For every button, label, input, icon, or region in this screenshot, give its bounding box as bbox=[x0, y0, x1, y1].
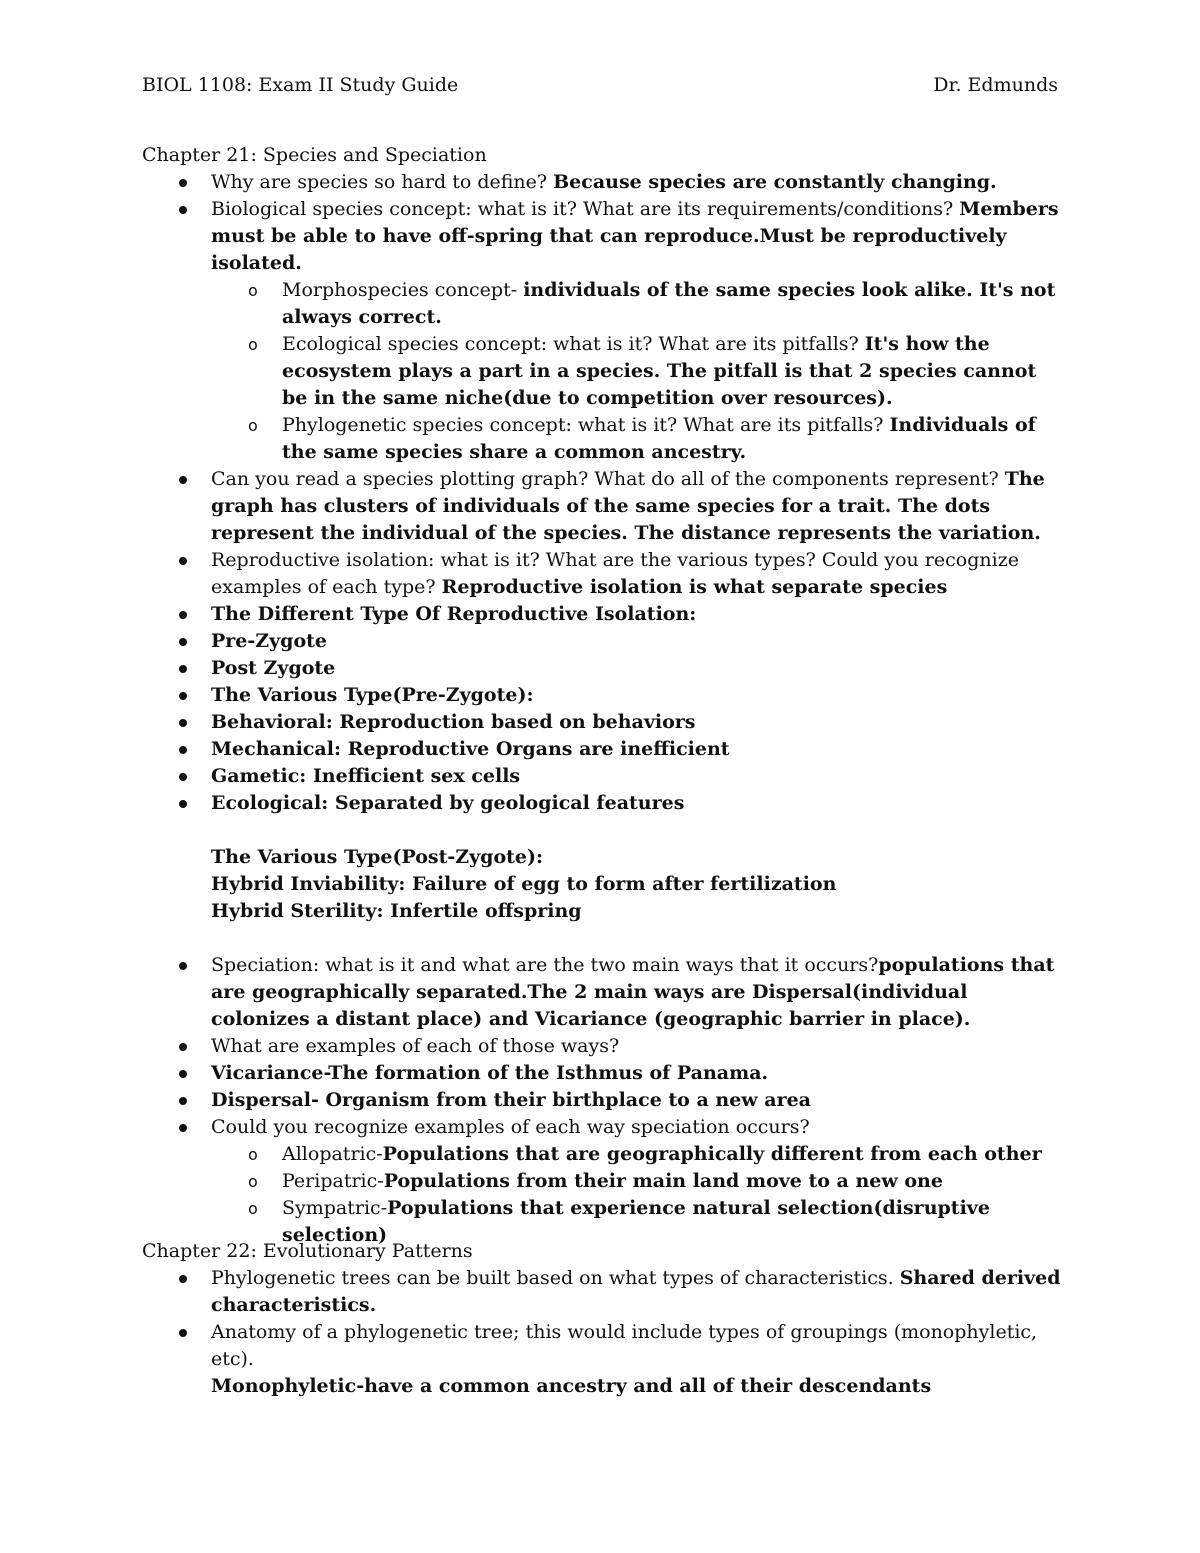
monophyletic-definition: Monophyletic-have a common ancestry and all of their descendants bbox=[211, 1375, 932, 1397]
list-item: Dispersal- Organism from their birthplace to a new area bbox=[142, 1087, 1062, 1114]
post-zygote-heading: The Various Type(Post-Zygote): bbox=[211, 846, 543, 868]
list-item: Biological species concept: what is it? What are its requirements/conditions? Members must be able to have off-spring that can reproduce.Must be reproductively isolated. o Morphospecies concept- individuals of the same species look alike. It's not always correct. o Ecological species concept: what is it? What are its pitfalls? It's how the ecosystem plays a part in a species. The pitfall is that 2 species cannot be in the same niche(due to competition over resources). o Phylogenetic species concept: what is it? What are its pitfalls? Individuals of the same species share a common ancestry. bbox=[142, 196, 1062, 466]
list-item: Behavioral: Reproduction based on behaviors bbox=[142, 709, 1062, 736]
list-item: Reproductive isolation: what is it? What are the various types? Could you recognize examples of each type? Reproductive isolation is what separate species bbox=[142, 547, 1062, 601]
chapter-22-list bbox=[142, 1265, 1062, 1373]
sub-list bbox=[211, 1141, 1062, 1249]
sub-list-item: o Sympatric-Populations that experience natural selection(disruptive selection) bbox=[211, 1195, 1062, 1249]
list-item: Mechanical: Reproductive Organs are inefficient bbox=[142, 736, 1062, 763]
list-item: Post Zygote bbox=[142, 655, 1062, 682]
list-item: Could you recognize examples of each way speciation occurs? o Allopatric-Populations that are geographically different from each other o Peripatric-Populations from their main land move to a new one o Sympatric-Populations that experience natural selection(disruptive selection) bbox=[142, 1114, 1062, 1249]
course-title: BIOL 1108: Exam II Study Guide bbox=[142, 74, 459, 96]
chapter-21-title: Chapter 21: Species and Speciation bbox=[142, 144, 487, 166]
list-item: Vicariance-The formation of the Isthmus of Panama. bbox=[142, 1060, 1062, 1087]
chapter-22-title: Chapter 22: Evolutionary Patterns bbox=[142, 1240, 473, 1262]
post-zygote-item: Hybrid Inviability: Failure of egg to form after fertilization bbox=[211, 873, 837, 895]
list-item: The Various Type(Pre-Zygote): bbox=[142, 682, 1062, 709]
list-item: Anatomy of a phylogenetic tree; this would include types of groupings (monophyletic, etc). bbox=[142, 1319, 1062, 1373]
instructor-name: Dr. Edmunds bbox=[933, 74, 1058, 96]
sub-list-item: o Allopatric-Populations that are geographically different from each other bbox=[211, 1141, 1062, 1168]
list-item: Ecological: Separated by geological features bbox=[142, 790, 1062, 817]
sub-list-item: o Morphospecies concept- individuals of the same species look alike. It's not always correct. bbox=[211, 277, 1062, 331]
list-item: The Different Type Of Reproductive Isolation: bbox=[142, 601, 1062, 628]
list-item: What are examples of each of those ways? bbox=[142, 1033, 1062, 1060]
page-header bbox=[142, 72, 1058, 100]
sub-list-item: o Phylogenetic species concept: what is it? What are its pitfalls? Individuals of the same species share a common ancestry. bbox=[211, 412, 1062, 466]
sub-list-item: o Ecological species concept: what is it? What are its pitfalls? It's how the ecosystem plays a part in a species. The pitfall is that 2 species cannot be in the same niche(due to competition over resources). bbox=[211, 331, 1062, 412]
list-item: Can you read a species plotting graph? What do all of the components represent? The graph has clusters of individuals of the same species for a trait. The dots represent the individual of the species. The distance represents the variation. bbox=[142, 466, 1062, 547]
spacer bbox=[142, 925, 1062, 952]
list-item: Phylogenetic trees can be built based on what types of characteristics. Shared derived characteristics. bbox=[142, 1265, 1062, 1319]
sub-list bbox=[211, 277, 1062, 466]
chapter-21-list bbox=[142, 169, 1062, 817]
spacer bbox=[142, 817, 1062, 844]
speciation-list bbox=[142, 952, 1062, 1249]
post-zygote-item: Hybrid Sterility: Infertile offspring bbox=[211, 900, 582, 922]
chapter-21-section bbox=[142, 142, 1062, 1249]
list-item: Speciation: what is it and what are the two main ways that it occurs?populations that are geographically separated.The 2 main ways are Dispersal(individual colonizes a distant place) and Vicariance (geographic barrier in place). bbox=[142, 952, 1062, 1033]
chapter-22-section bbox=[142, 1238, 1062, 1400]
list-item: Pre-Zygote bbox=[142, 628, 1062, 655]
sub-list-item: o Peripatric-Populations from their main land move to a new one bbox=[211, 1168, 1062, 1195]
list-item: Why are species so hard to define? Because species are constantly changing. bbox=[142, 169, 1062, 196]
list-item: Gametic: Inefficient sex cells bbox=[142, 763, 1062, 790]
